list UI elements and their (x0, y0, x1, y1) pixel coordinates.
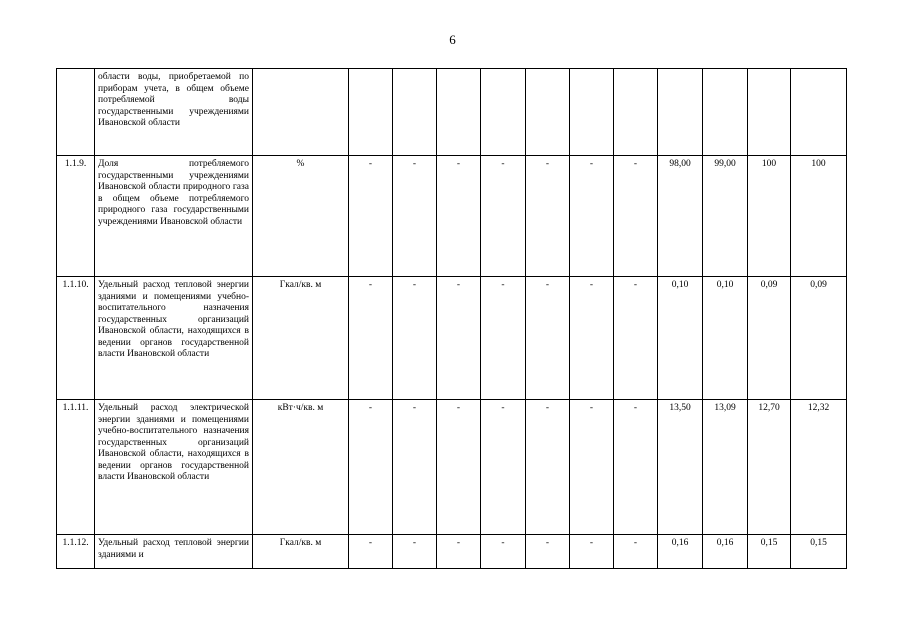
page-number: 6 (449, 32, 456, 47)
unit-cell: кВт·ч/кв. м (253, 400, 349, 535)
value-cell: 100 (791, 156, 847, 277)
value-cell (393, 69, 437, 156)
value-cell: - (570, 535, 614, 569)
value-cell: 100 (748, 156, 791, 277)
value-cell (349, 69, 393, 156)
value-cell: 12,32 (791, 400, 847, 535)
value-cell: - (349, 277, 393, 400)
unit-cell: % (253, 156, 349, 277)
indicators-table (56, 68, 847, 569)
value-cell: - (570, 156, 614, 277)
value-cell: - (614, 400, 658, 535)
value-cell: 0,16 (703, 535, 748, 569)
value-cell: - (526, 277, 570, 400)
value-cell: - (481, 156, 526, 277)
unit-cell (253, 69, 349, 156)
value-cell: - (349, 400, 393, 535)
value-cell: - (349, 156, 393, 277)
value-cell: 0,10 (703, 277, 748, 400)
value-cell: - (614, 277, 658, 400)
value-cell: - (481, 535, 526, 569)
value-cell: - (437, 156, 481, 277)
value-cell (658, 69, 703, 156)
value-cell: - (349, 535, 393, 569)
value-cell: - (481, 400, 526, 535)
indicator-name-cell: области воды, приобретаемой по приборам учета, в общем объеме потребляемой воды государственными учреждениями Ивановской области (95, 69, 253, 156)
table-row (57, 535, 847, 569)
value-cell: - (393, 156, 437, 277)
value-cell: - (393, 277, 437, 400)
value-cell: 98,00 (658, 156, 703, 277)
value-cell (791, 69, 847, 156)
value-cell (614, 69, 658, 156)
indicator-name-cell: Доля потребляемого государственными учреждениями Ивановской области природного газа в общем объеме потребляемого природного газа государственными учреждениями Ивановской области (95, 156, 253, 277)
value-cell: - (393, 535, 437, 569)
value-cell: - (570, 400, 614, 535)
value-cell: 99,00 (703, 156, 748, 277)
value-cell (748, 69, 791, 156)
value-cell: - (570, 277, 614, 400)
value-cell: - (481, 277, 526, 400)
indicator-name-cell: Удельный расход тепловой энергии зданиями и помещениями учебно-воспитательного назначения государственных организаций Ивановской области, находящихся в ведении органов государственной власти Ивановской области (95, 277, 253, 400)
value-cell: - (614, 535, 658, 569)
value-cell: 0,16 (658, 535, 703, 569)
value-cell: - (437, 400, 481, 535)
value-cell: 13,09 (703, 400, 748, 535)
value-cell: - (614, 156, 658, 277)
value-cell: 0,15 (748, 535, 791, 569)
value-cell: - (437, 277, 481, 400)
value-cell: 12,70 (748, 400, 791, 535)
indicator-name-cell: Удельный расход тепловой энергии зданиями и (95, 535, 253, 569)
value-cell (437, 69, 481, 156)
value-cell: 0,09 (791, 277, 847, 400)
row-number-cell: 1.1.12. (57, 535, 95, 569)
value-cell: 0,09 (748, 277, 791, 400)
value-cell: 0,10 (658, 277, 703, 400)
unit-cell: Гкал/кв. м (253, 277, 349, 400)
value-cell: 0,15 (791, 535, 847, 569)
value-cell: - (526, 535, 570, 569)
row-number-cell: 1.1.10. (57, 277, 95, 400)
table-row (57, 69, 847, 156)
value-cell: 13,50 (658, 400, 703, 535)
value-cell (526, 69, 570, 156)
unit-cell: Гкал/кв. м (253, 535, 349, 569)
table-row (57, 277, 847, 400)
value-cell (570, 69, 614, 156)
value-cell: - (526, 400, 570, 535)
table-row (57, 400, 847, 535)
row-number-cell: 1.1.11. (57, 400, 95, 535)
row-number-cell (57, 69, 95, 156)
row-number-cell: 1.1.9. (57, 156, 95, 277)
value-cell: - (393, 400, 437, 535)
indicator-name-cell: Удельный расход электрической энергии зданиями и помещениями учебно-воспитательного назначения государственных организаций Ивановской области, находящихся в ведении органов государственной власти Ивановской области (95, 400, 253, 535)
value-cell: - (526, 156, 570, 277)
value-cell (703, 69, 748, 156)
value-cell: - (437, 535, 481, 569)
table-row (57, 156, 847, 277)
value-cell (481, 69, 526, 156)
